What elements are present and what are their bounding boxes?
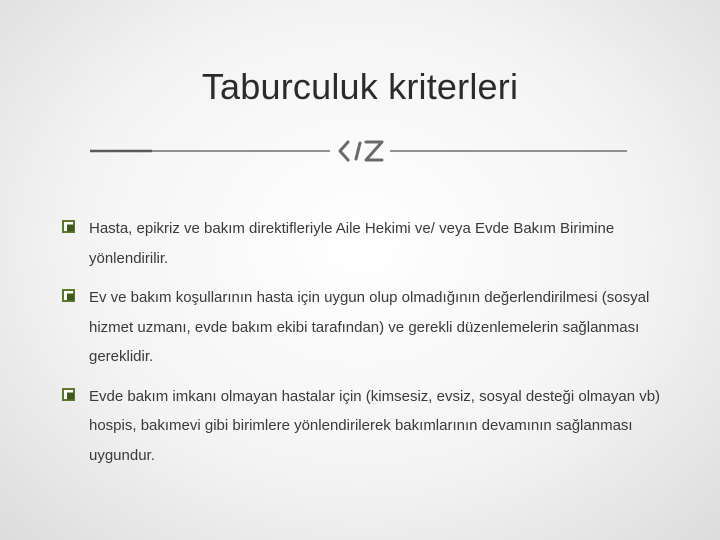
bullet-text: Hasta, epikriz ve bakım direktifleriyle Aile Hekimi ve/ veya Evde Bakım Birimine yönlendirilir. (89, 220, 615, 267)
slide-title: Taburculuk kriterleri (201, 66, 519, 107)
bullet-text: Ev ve bakım koşullarının hasta için uygun olup olmadığının değerlendirilmesi (sosyal hizmet uzmanı, evde bakım ekibi tarafından) ve gerekli düzenlemelerin sağlanması gereklidir. (89, 289, 650, 365)
square-bullet-icon (62, 388, 75, 401)
bullet-item (62, 214, 662, 273)
bullet-list (62, 214, 662, 480)
bullet-item (62, 382, 662, 471)
bullet-item (62, 283, 662, 372)
square-bullet-icon (62, 289, 75, 302)
ornament-icon (340, 142, 382, 160)
square-bullet-icon (62, 220, 75, 233)
title-divider (90, 134, 630, 168)
bullet-text: Evde bakım imkanı olmayan hastalar için (kimsesiz, evsiz, sosyal desteği olmayan vb) hospis, bakımevi gibi birimlere yönlendirilerek bakımlarının devamının sağlanması uygundur. (89, 387, 661, 464)
